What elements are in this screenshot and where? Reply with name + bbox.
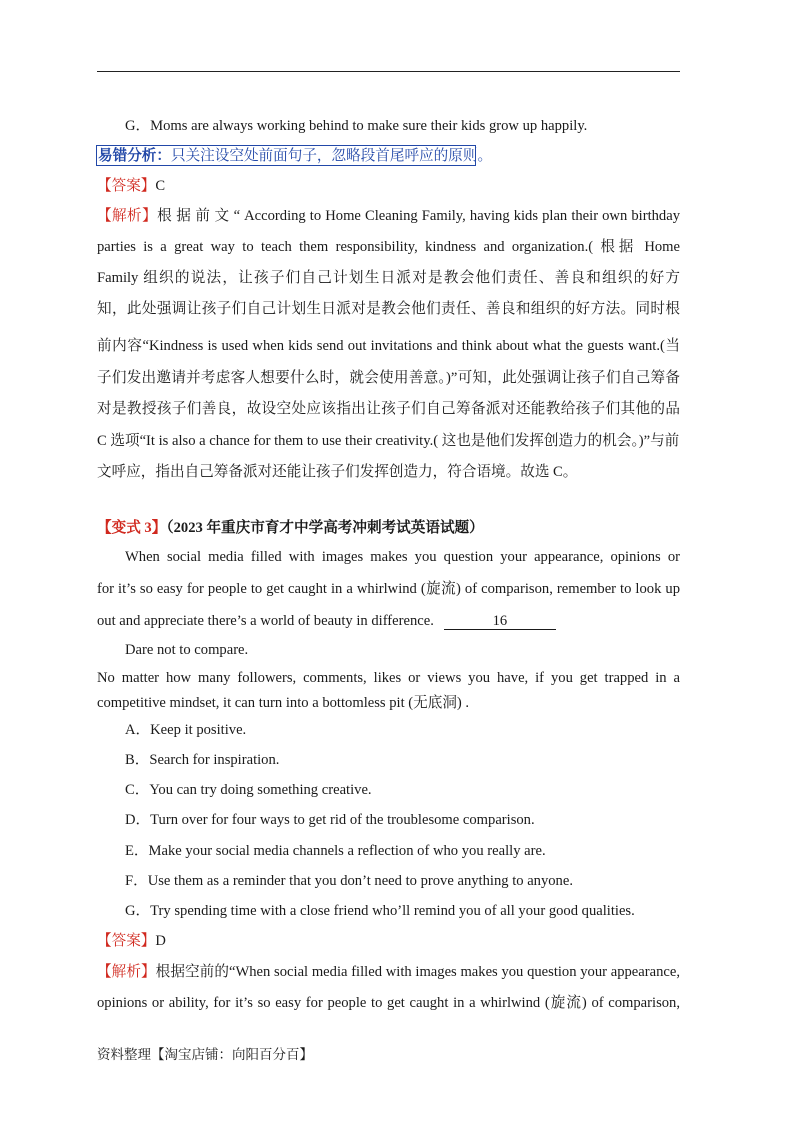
analysis-line: Family 组织的说法，让孩子们自己计划生日派对是教会他们责任、善良和组织的好方: [97, 270, 680, 286]
passage-line: [97, 611, 680, 631]
analysis-line: 文呼应，指出自己筹备派对还能让孩子们发挥创造力，符合语境。故选 C。: [97, 464, 578, 480]
answer-line: [97, 931, 680, 951]
option-g: G．Try spending time with a close friend who’ll remind you of all your good qualities.: [125, 903, 635, 919]
option-g: G．Moms are always working behind to make sure their kids grow up happily.: [125, 118, 588, 134]
passage-line: No matter how many followers, comments, likes or views you have, if you get trapped in a: [97, 670, 680, 686]
analysis-line: opinions or ability, for it’s so easy for people to get caught in a whirlwind (旋流) of comparison,: [97, 995, 680, 1011]
answer-value: D: [155, 933, 166, 949]
error-analysis: [98, 146, 681, 166]
option-d: D．Turn over for four ways to get rid of the troublesome comparison.: [125, 812, 535, 828]
analysis-text: 根据空前的“When social media filled with images makes you question your appearance,: [155, 964, 680, 980]
analysis-line: C 选项“It is also a chance for them to use their creativity.( 这也是他们发挥创造力的机会。)”与前: [97, 433, 680, 449]
analysis-label: 【解析】: [97, 208, 158, 224]
analysis-line: 前内容“Kindness is used when kids send out invitations and think about what the guests want.(当: [97, 338, 680, 354]
analysis-line: [97, 962, 680, 982]
option-a: A．Keep it positive.: [125, 722, 247, 738]
analysis-line: 子们发出邀请并考虑客人想要什么时，就会使用善意。)”可知，此处强调让孩子们自己筹备: [97, 370, 680, 386]
analysis-line: parties is a great way to teach them responsibility, kindness and organization.( 根据 Home: [97, 239, 680, 255]
blank-16[interactable]: 16: [444, 613, 556, 630]
option-b: B．Search for inspiration.: [125, 752, 280, 768]
analysis-line: 知，此处强调让孩子们自己计划生日派对是教会他们责任、善良和组织的好方法。同时根: [97, 301, 680, 317]
analysis-line: 对是教授孩子们善良，故设空处应该指出让孩子们自己筹备派对还能教给孩子们其他的品: [97, 401, 680, 417]
error-analysis-label: 易错分析：: [98, 148, 171, 164]
header-rule: [97, 71, 680, 72]
analysis-label: 【解析】: [97, 964, 156, 980]
variant-heading: [97, 518, 680, 538]
analysis-line: [97, 206, 680, 226]
option-f: F．Use them as a reminder that you don’t need to prove anything to anyone.: [125, 873, 573, 889]
answer-label: 【答案】: [97, 933, 156, 949]
error-analysis-text: 只关注设空处前面句子，忽略段首尾呼应的原则。: [170, 148, 493, 164]
footer-note: 资料整理【淘宝店铺：向阳百分百】: [97, 1047, 313, 1062]
variant-source: （2023 年重庆市育才中学高考冲刺考试英语试题）: [166, 520, 484, 536]
option-e: E．Make your social media channels a reflection of who you really are.: [125, 843, 546, 859]
analysis-text: 根 据 前 文 “ According to Home Cleaning Family, having kids plan their own birthday: [157, 208, 680, 224]
answer-line: [97, 176, 680, 196]
passage-line: When social media filled with images makes you question your appearance, opinions or: [125, 549, 680, 565]
passage-line: for it’s so easy for people to get caught in a whirlwind (旋流) of comparison, remember to look up: [97, 581, 680, 597]
variant-label: 【变式 3】: [97, 520, 167, 536]
passage-heading: Dare not to compare.: [125, 642, 249, 658]
option-c: C．You can try doing something creative.: [125, 782, 372, 798]
answer-label: 【答案】: [97, 178, 156, 194]
passage-text: out and appreciate there’s a world of beauty in difference.: [97, 613, 434, 629]
answer-value: C: [155, 178, 166, 194]
passage-line: competitive mindset, it can turn into a bottomless pit (无底洞) .: [97, 695, 470, 711]
